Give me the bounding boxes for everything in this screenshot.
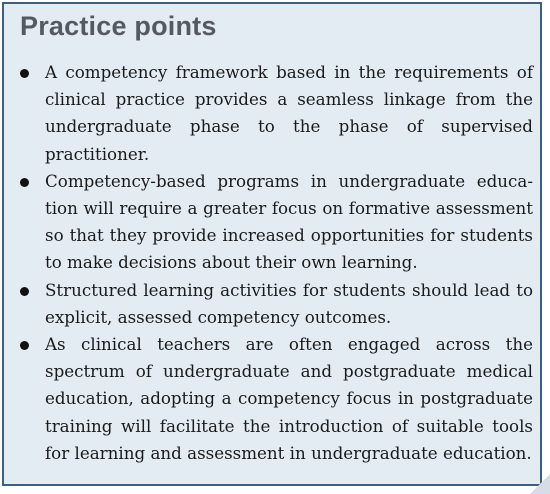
- practice-points-list: [18, 59, 533, 467]
- point-text: Competency-based programs in undergraduate education will require a greater focus on formative assessment so that they provide increased opportunities for students to make decisions about their own learning.: [45, 170, 533, 273]
- point-text: As clinical teachers are often engaged across the spectrum of undergraduate and postgraduate medical education, adopting a competency focus in postgraduate training will facilitate the introduction of suitable tools for learning and assessment in undergraduate education.: [45, 334, 533, 463]
- bullet-icon: [20, 341, 29, 350]
- list-item: [18, 277, 533, 331]
- point-text: Structured learning activities for students should lead to explicit, assessed competency outcomes.: [45, 279, 533, 327]
- list-item: [18, 59, 533, 168]
- bullet-icon: [20, 69, 29, 78]
- practice-points-panel: [2, 2, 542, 486]
- bullet-icon: [20, 178, 29, 187]
- bullet-icon: [20, 287, 29, 296]
- panel-title: Practice points: [20, 11, 217, 41]
- point-text: A competency framework based in the requirements of clinical practice provides a seamless linkage from the undergraduate phase to the phase of supervised practitioner.: [45, 62, 533, 164]
- page-corner-fold: [530, 474, 550, 494]
- list-item: [18, 168, 533, 277]
- list-item: [18, 331, 533, 467]
